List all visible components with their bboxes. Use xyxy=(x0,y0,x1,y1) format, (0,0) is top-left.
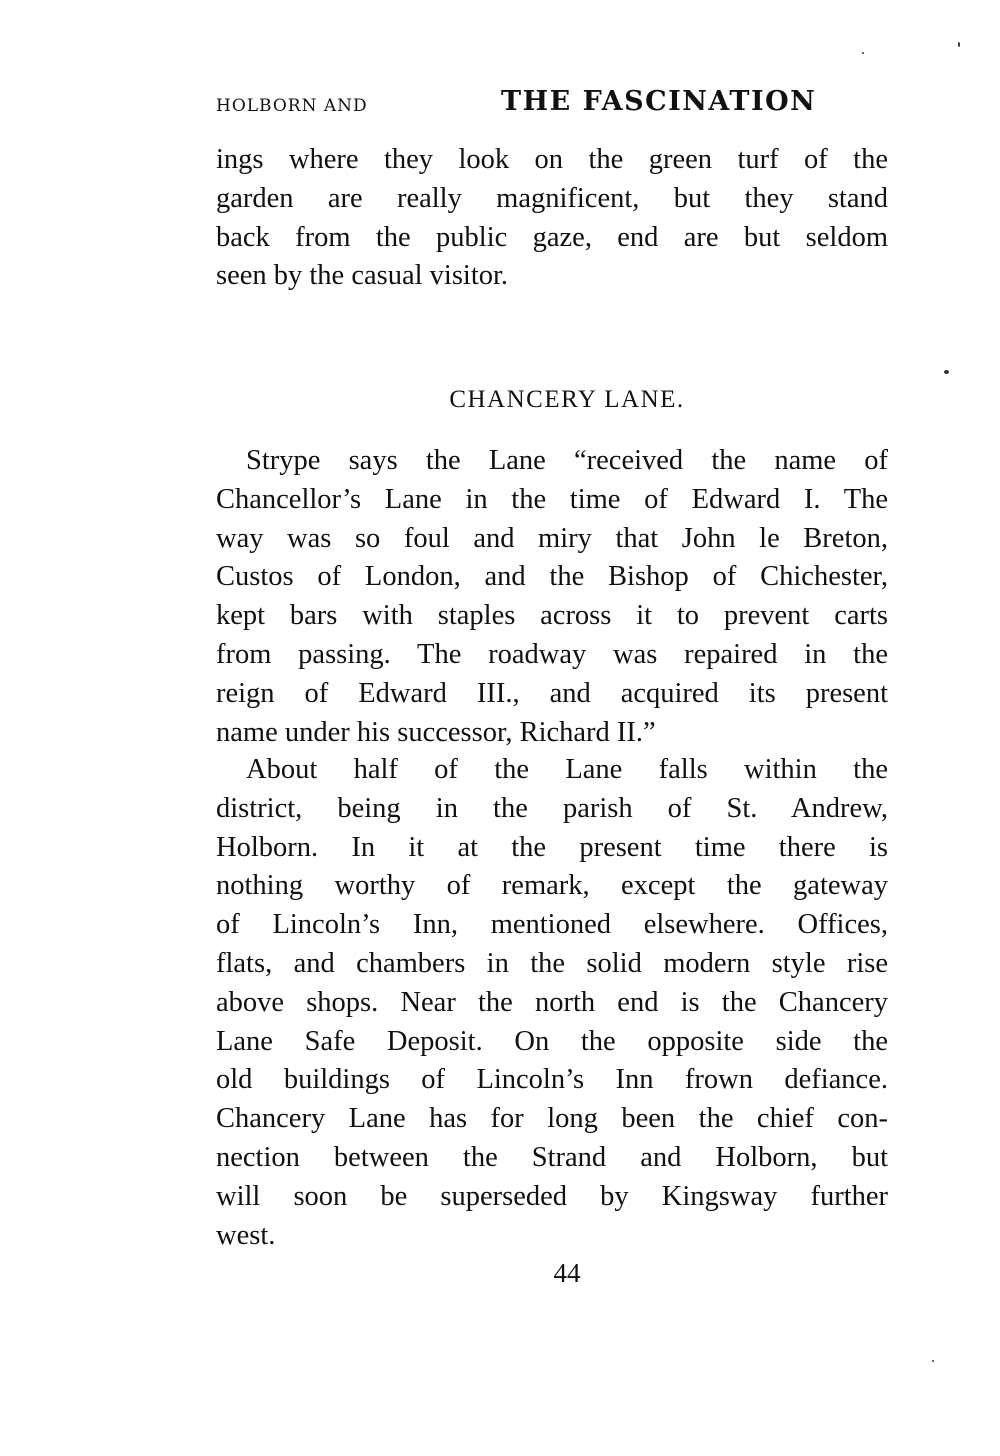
text-line: garden are really magnificent, but they stand xyxy=(216,182,888,214)
page-number: 44 xyxy=(553,1258,581,1288)
running-head-left: HOLBORN AND xyxy=(216,96,368,116)
text-line: Lane Safe Deposit. On the opposite side the xyxy=(216,1025,888,1057)
text-line: reign of Edward III., and acquired its present xyxy=(216,677,888,709)
text-line: name under his successor, Richard II.” xyxy=(216,716,656,748)
text-line: nothing worthy of remark, except the gateway xyxy=(216,870,888,902)
scan-speck xyxy=(932,1360,934,1362)
scan-speck xyxy=(944,370,949,374)
text-line: Chancery Lane has for long been the chief con- xyxy=(216,1103,888,1135)
text-line: district, being in the parish of St. Andrew, xyxy=(216,792,888,824)
text-line: above shops. Near the north end is the Chancery xyxy=(216,986,888,1018)
text-line: back from the public gaze, end are but seldom xyxy=(216,221,888,253)
scan-speck xyxy=(958,42,960,47)
text-line: Custos of London, and the Bishop of Chichester, xyxy=(216,561,888,593)
text-line: flats, and chambers in the solid modern style rise xyxy=(216,947,888,979)
text-line: kept bars with staples across it to prevent carts xyxy=(216,600,888,632)
text-line: Strype says the Lane “received the name of xyxy=(246,445,888,476)
text-line: west. xyxy=(216,1219,276,1251)
text-line: old buildings of Lincoln’s Inn frown defiance. xyxy=(216,1064,888,1096)
paragraph-2 xyxy=(216,751,888,1255)
paragraph-1 xyxy=(216,442,888,752)
running-head-title: THE FASCINATION xyxy=(501,86,817,117)
text-line: way was so foul and miry that John le Breton, xyxy=(216,522,888,554)
text-line: seen by the casual visitor. xyxy=(216,260,509,292)
text-line: will soon be superseded by Kingsway further xyxy=(216,1180,888,1212)
top-paragraph xyxy=(216,141,888,296)
text-line: of Lincoln’s Inn, mentioned elsewhere. Offices, xyxy=(216,909,888,941)
text-line: ings where they look on the green turf of the xyxy=(216,144,888,175)
text-line: Chancellor’s Lane in the time of Edward I. The xyxy=(216,483,888,515)
text-line: Holborn. In it at the present time there is xyxy=(216,831,888,863)
scan-speck xyxy=(862,52,864,54)
text-line: from passing. The roadway was repaired in the xyxy=(216,638,888,670)
section-heading: CHANCERY LANE. xyxy=(449,386,685,413)
text-line: About half of the Lane falls within the xyxy=(246,754,888,785)
text-line: nection between the Strand and Holborn, but xyxy=(216,1141,888,1173)
running-head xyxy=(216,86,852,126)
